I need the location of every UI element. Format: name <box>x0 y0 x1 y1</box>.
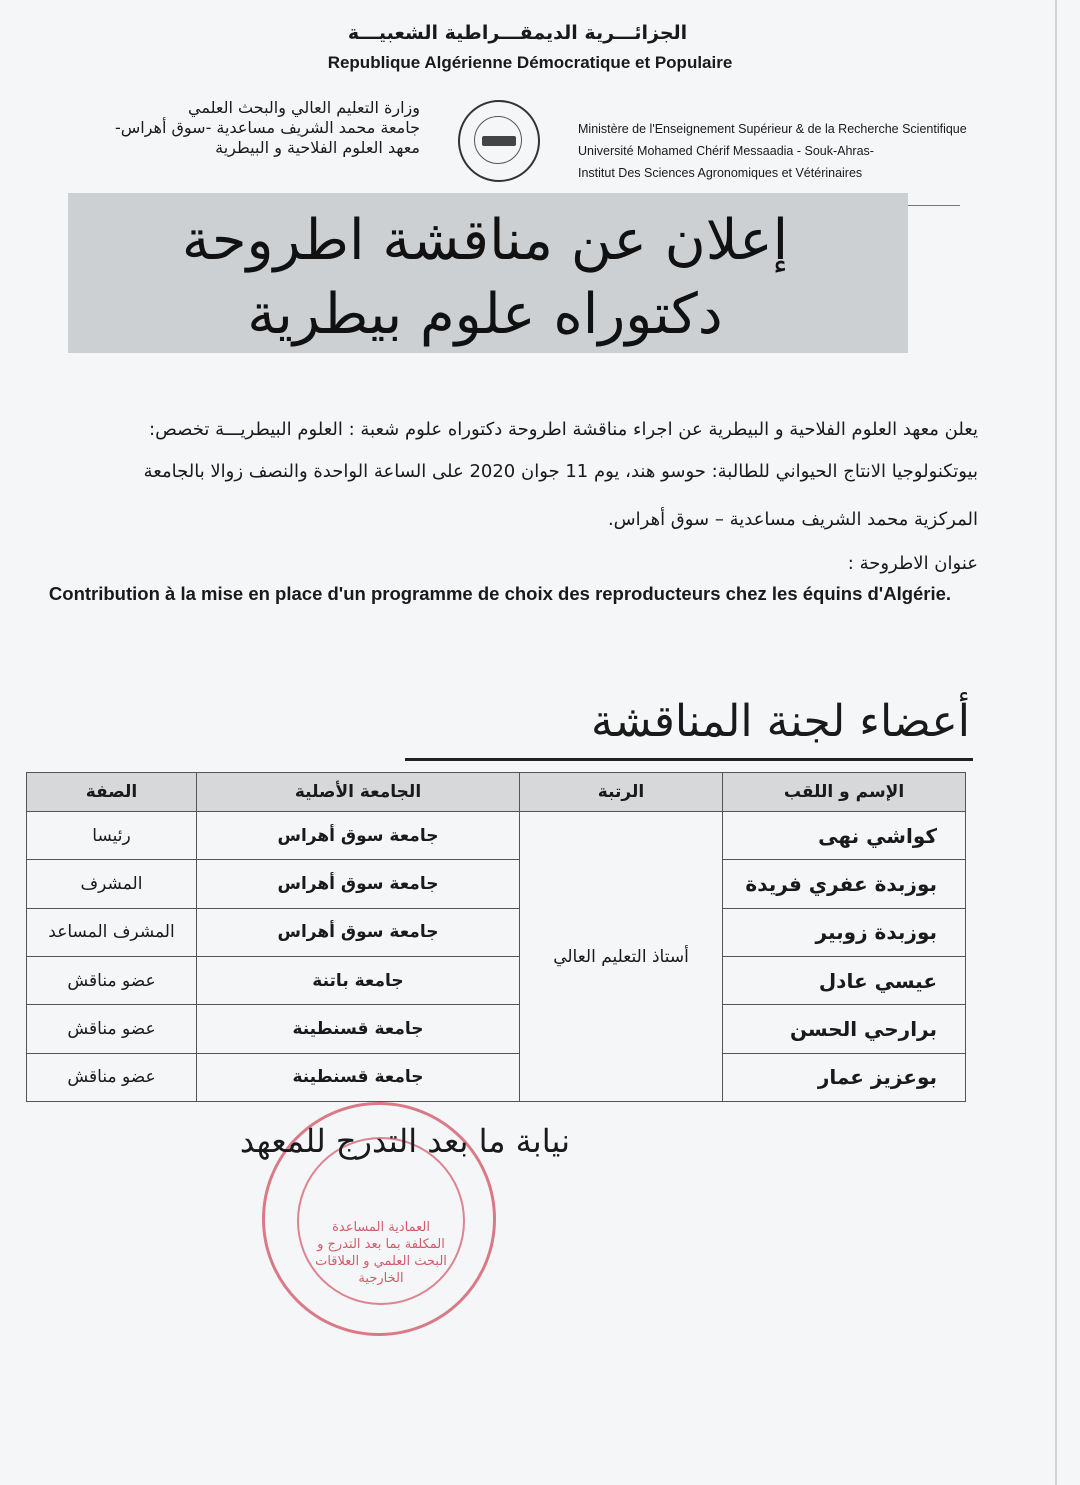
column-header: الرتبة <box>520 773 723 812</box>
member-rank: أستاذ التعليم العالي <box>520 812 723 1102</box>
republic-title-fr: Republique Algérienne Démocratique et Populaire <box>327 53 733 72</box>
member-university: جامعة سوق أهراس <box>197 812 520 860</box>
ministry-line: وزارة التعليم العالي والبحث العلمي <box>188 98 420 117</box>
ministry-line: Ministère de l'Enseignement Supérieur & de la Recherche Scientifique <box>578 122 967 136</box>
member-university: جامعة قسنطينة <box>197 1053 520 1101</box>
table-row <box>27 908 966 956</box>
member-university: جامعة قسنطينة <box>197 1005 520 1053</box>
table-row <box>27 860 966 908</box>
member-name: بوعزيز عمار <box>723 1053 966 1101</box>
announcement-paragraph: المركزية محمد الشريف مساعدية – سوق أهراس. <box>607 509 978 530</box>
committee-table <box>26 772 966 1102</box>
column-header: الصفة <box>27 773 197 812</box>
member-name: برارحي الحسن <box>723 1005 966 1053</box>
column-header: الجامعة الأصلية <box>197 773 520 812</box>
thesis-title-label: عنوان الاطروحة : <box>847 553 978 574</box>
table-row <box>27 1053 966 1101</box>
institute-line: معهد العلوم الفلاحية و البيطرية <box>215 138 420 157</box>
university-logo-icon <box>458 100 540 182</box>
committee-title: أعضاء لجنة المناقشة <box>590 696 970 747</box>
member-name: بوزبدة زوبير <box>723 908 966 956</box>
thesis-title: Contribution à la mise en place d'un programme de choix des reproducteurs chez les équins d'Algérie. <box>48 583 952 604</box>
table-header-row <box>27 773 966 812</box>
member-name: عيسي عادل <box>723 956 966 1004</box>
member-university: جامعة باتنة <box>197 956 520 1004</box>
announcement-paragraph: بيوتكنولوجيا الانتاج الحيواني للطالبة: حوسو هند، يوم 11 جوان 2020 على الساعة الواحدة والنصف زوالا بالجامعة <box>143 461 978 482</box>
republic-title-ar: الجزائـــرية الديمقـــراطية الشعبيـــة <box>347 22 688 44</box>
member-role: المشرف المساعد <box>27 908 197 956</box>
member-name: كواشي نهى <box>723 812 966 860</box>
member-role: المشرف <box>27 860 197 908</box>
ministry-block-ar <box>100 98 420 158</box>
stamp-text: العمادية المساعدة المكلفة بما بعد التدرج و البحث العلمي و العلاقات الخارجية <box>315 1220 447 1286</box>
ministry-block-fr <box>578 118 978 184</box>
institute-line: Institut Des Sciences Agronomiques et Vétérinaires <box>578 166 863 180</box>
member-name: بوزبدة عفري فريدة <box>723 860 966 908</box>
member-university: جامعة سوق أهراس <box>197 908 520 956</box>
member-role: عضو مناقش <box>27 956 197 1004</box>
announcement-title-line1: إعلان عن مناقشة اطروحة <box>181 208 789 273</box>
university-line: جامعة محمد الشريف مساعدية -سوق أهراس- <box>114 118 420 137</box>
signature-label: نيابة ما بعد التدرج للمعهد <box>239 1122 570 1160</box>
table-row <box>27 1005 966 1053</box>
table-row <box>27 812 966 860</box>
member-university: جامعة سوق أهراس <box>197 860 520 908</box>
page-edge <box>1055 0 1057 1485</box>
column-header: الإسم و اللقب <box>723 773 966 812</box>
member-role: رئيسا <box>27 812 197 860</box>
member-role: عضو مناقش <box>27 1053 197 1101</box>
table-row <box>27 956 966 1004</box>
announcement-paragraph: يعلن معهد العلوم الفلاحية و البيطرية عن اجراء مناقشة اطروحة دكتوراه علوم شعبة : العلوم البيطريـــة تخصص: <box>149 419 978 440</box>
announcement-title-line2: دكتوراه علوم بيطرية <box>247 282 723 347</box>
university-line: Université Mohamed Chérif Messaadia - Souk-Ahras- <box>578 144 874 158</box>
member-role: عضو مناقش <box>27 1005 197 1053</box>
committee-title-underline <box>405 758 973 761</box>
